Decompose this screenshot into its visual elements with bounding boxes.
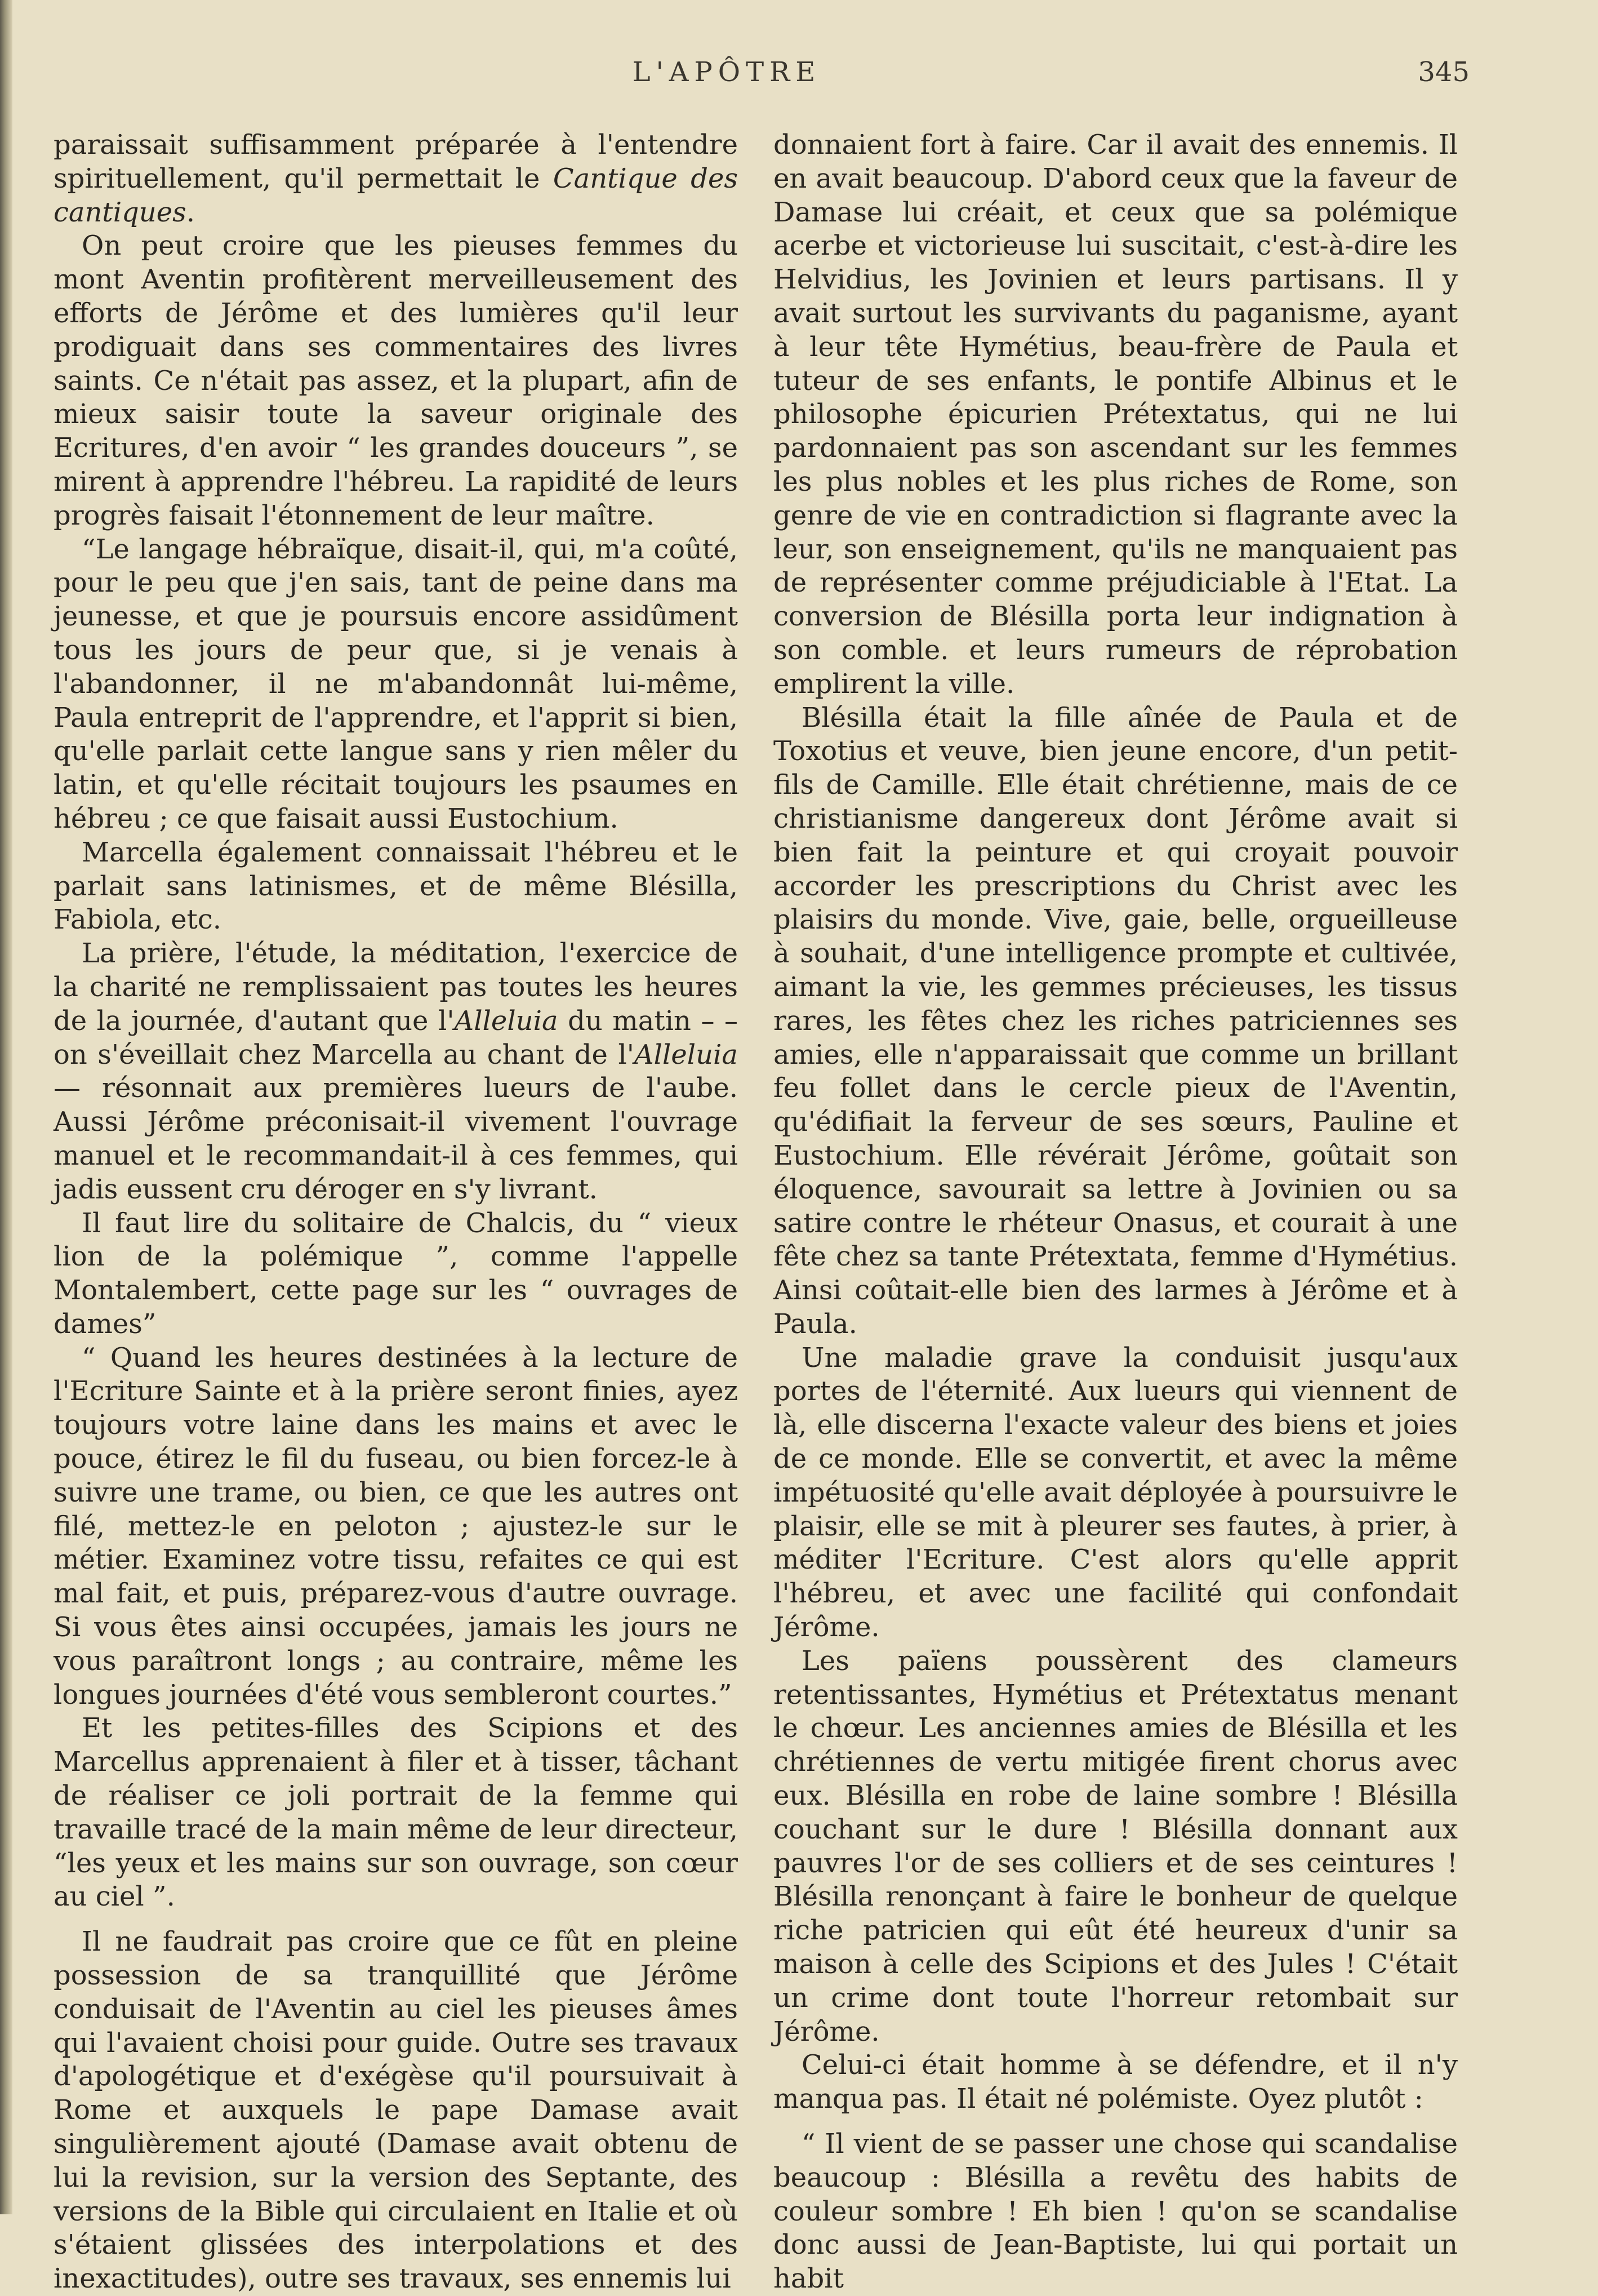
paragraph-text: “ Il vient de se passer une chose qui scandalise beaucoup : Blésilla a revêtu des habits de couleur sombre ! Eh bien ! qu'on se scandalise donc aussi de Jean-Baptiste, lui qui portait un habit	[773, 2128, 1458, 2295]
paragraph-text: — résonnait aux premières lueurs de l'aube. Aussi Jérôme préconisait-il vivement l'ouvrage manuel et le recommandait-il à ces femmes, qui jadis eussent cru déroger en s'y livrant.	[54, 1072, 738, 1205]
paragraph-text: Les païens poussèrent des clameurs retentissantes, Hymétius et Prétextatus menant le chœur. Les anciennes amies de Blésilla et les chrétiennes de vertu mitigée firent chorus avec eux. Blésilla en robe de laine sombre ! Blésilla couchant sur le dure ! Blésilla donnant aux pauvres l'or de ses colliers et de ses ceintures ! Blésilla renonçant à faire le bonheur de quelque riche patricien qui eût été heureux d'unir sa maison à celle des Scipions et des Jules ! C'était un crime dont toute l'horreur retombait sur Jérôme.	[773, 1645, 1458, 2048]
paragraph-text: Celui-ci était homme à se défendre, et il n'y manqua pas. Il était né polémiste. Oyez plutôt :	[773, 2049, 1458, 2115]
paragraph	[54, 937, 738, 1206]
paragraph-text: “Le langage hébraïque, disait-il, qui, m'a coûté, pour le peu que j'en sais, tant de peine dans ma jeunesse, et que je poursuis encore assidûment tous les jours de peur que, si je venais à l'abandonner, il ne m'abandonnât lui-même, Paula entreprit de l'apprendre, et l'apprit si bien, qu'elle parlait cette langue sans y rien mêler du latin, et qu'elle récitait toujours les psaumes en hébreu ; ce que faisait aussi Eustochium.	[54, 533, 738, 834]
italic-title: Cantique des cantiques	[54, 162, 738, 228]
right-text-column	[773, 128, 1458, 2296]
paragraph-text: Marcella également connaissait l'hébreu et le parlait sans latinismes, et de même Blésilla, Fabiola, etc.	[54, 836, 738, 936]
left-text-column	[54, 128, 738, 2296]
italic-title: Alleluia	[454, 1005, 558, 1037]
page-binding-edge	[0, 0, 12, 2214]
paragraph	[54, 1712, 738, 1914]
paragraph-text: donnaient fort à faire. Car il avait des ennemis. Il en avait beaucoup. D'abord ceux que la faveur de Damase lui créait, et ceux que sa polémique acerbe et victorieuse lui suscitait, c'est-à-dire les Helvidius, les Jovinien et leurs partisans. Il y avait surtout les survivants du paganisme, ayant à leur tête Hymétius, beau-frère de Paula et tuteur de ses enfants, le pontife Albinus et le philosophe épicurien Prétextatus, qui ne lui pardonnaient pas son ascendant sur les femmes les plus nobles et les plus riches de Rome, son genre de vie en contradiction si flagrante avec la leur, son enseignement, qu'ils ne manquaient pas de représenter comme préjudiciable à l'Etat. La conversion de Blésilla porta leur indignation à son comble. et leurs rumeurs de réprobation emplirent la ville.	[773, 129, 1458, 700]
paragraph-text: Il ne faudrait pas croire que ce fût en pleine possession de sa tranquillité que Jérôme conduisait de l'Aventin au ciel les pieuses âmes qui l'avaient choisi pour guide. Outre ses travaux d'apologétique et d'exégèse qu'il poursuivait à Rome et auxquels le pape Damase avait singulièrement ajouté (Damase avait obtenu de lui la revision, sur la version des Septante, des versions de la Bible qui circulaient en Italie et où s'étaient glissées des interpolations et des inexactitudes), outre ses travaux, ses ennemis lui	[54, 1926, 738, 2295]
paragraph	[773, 701, 1458, 1342]
running-title: L'APÔTRE	[632, 56, 821, 88]
paragraph-text: Une maladie grave la conduisit jusqu'aux portes de l'éternité. Aux lueurs qui viennent de là, elle discerna l'exacte valeur des biens et joies de ce monde. Elle se convertit, et avec la même impétuosité qu'elle avait déployée à poursuivre le plaisir, elle se mit à pleurer ses fautes, à prier, à méditer l'Ecriture. C'est alors qu'elle apprit l'hébreu, et avec une facilité qui confondait Jérôme.	[773, 1342, 1458, 1644]
paragraph	[773, 2128, 1458, 2296]
paragraph	[54, 836, 738, 937]
paragraph	[54, 128, 738, 229]
paragraph-text: La prière, l'étude, la méditation, l'exercice de la charité ne remplissaient pas toutes les heures de la journée, d'autant que l'	[54, 938, 738, 1037]
paragraph-text: On peut croire que les pieuses femmes du mont Aventin profitèrent merveilleusement des efforts de Jérôme et des lumières qu'il leur prodiguait dans ses commentaires des livres saints. Ce n'était pas assez, et la plupart, afin de mieux saisir toute la saveur originale des Ecritures, d'en avoir “ les grandes douceurs ”, se mirent à apprendre l'hébreu. La rapidité de leurs progrès faisait l'étonnement de leur maître.	[54, 230, 738, 531]
paragraph	[773, 1342, 1458, 1645]
paragraph-text: Il faut lire du solitaire de Chalcis, du “ vieux lion de la polémique ”, comme l'appelle Montalembert, cette page sur les “ ouvrages de dames”	[54, 1207, 738, 1340]
page-number: 345	[1418, 56, 1470, 88]
paragraph-text: du matin – – on s'éveillait chez Marcella au chant de l'	[54, 1005, 738, 1071]
paragraph	[773, 2049, 1458, 2116]
paragraph	[773, 1645, 1458, 2049]
paragraph-text: Et les petites-filles des Scipions et des Marcellus apprenaient à filer et à tisser, tâchant de réaliser ce joli portrait de la femme qui travaille tracé de la main même de leur directeur, “les yeux et les mains sur son ouvrage, son cœur au ciel ”.	[54, 1712, 738, 1913]
paragraph-text: .	[186, 196, 195, 228]
paragraph	[54, 1207, 738, 1342]
paragraph-text: “ Quand les heures destinées à la lecture de l'Ecriture Sainte et à la prière seront finies, ayez toujours votre laine dans les mains et avec le pouce, étirez le fil du fuseau, ou bien forcez-le à suivre une trame, ou bien, ce que les autres ont filé, mettez-le en peloton ; ajustez-le sur le métier. Examinez votre tissu, refaites ce qui est mal fait, et puis, préparez-vous d'autre ouvrage. Si vous êtes ainsi occupées, jamais les jours ne vous paraîtront longs ; au contraire, même les longues journées d'été vous sembleront courtes.”	[54, 1342, 738, 1711]
paragraph	[773, 128, 1458, 701]
paragraph	[54, 1342, 738, 1712]
italic-title: Alleluia	[634, 1038, 738, 1071]
paragraph	[54, 533, 738, 836]
paragraph-text: Blésilla était la fille aînée de Paula et de Toxotius et veuve, bien jeune encore, d'un petit-fils de Camille. Elle était chrétienne, mais de ce christianisme dangereux dont Jérôme avait si bien fait la peinture et qui croyait pouvoir accorder les prescriptions du Christ avec les plaisirs du monde. Vive, gaie, belle, orgueilleuse à souhait, d'une intelligence prompte et cultivée, aimant la vie, les gemmes précieuses, les tissus rares, les fêtes chez les riches patriciennes ses amies, elle n'apparaissait que comme un brillant feu follet dans le cercle pieux de l'Aventin, qu'édifiait la ferveur de ses sœurs, Pauline et Eustochium. Elle révérait Jérôme, goûtait son éloquence, savourait sa lettre à Jovinien ou sa satire contre le rhéteur Onasus, et courait à une fête chez sa tante Prétextata, femme d'Hymétius. Ainsi coûtait-elle bien des larmes à Jérôme et à Paula.	[773, 701, 1458, 1340]
paragraph-text: paraissait suffisamment préparée à l'entendre spirituellement, qu'il permettait le	[54, 129, 738, 194]
paragraph	[54, 229, 738, 532]
paragraph	[54, 1925, 738, 2296]
